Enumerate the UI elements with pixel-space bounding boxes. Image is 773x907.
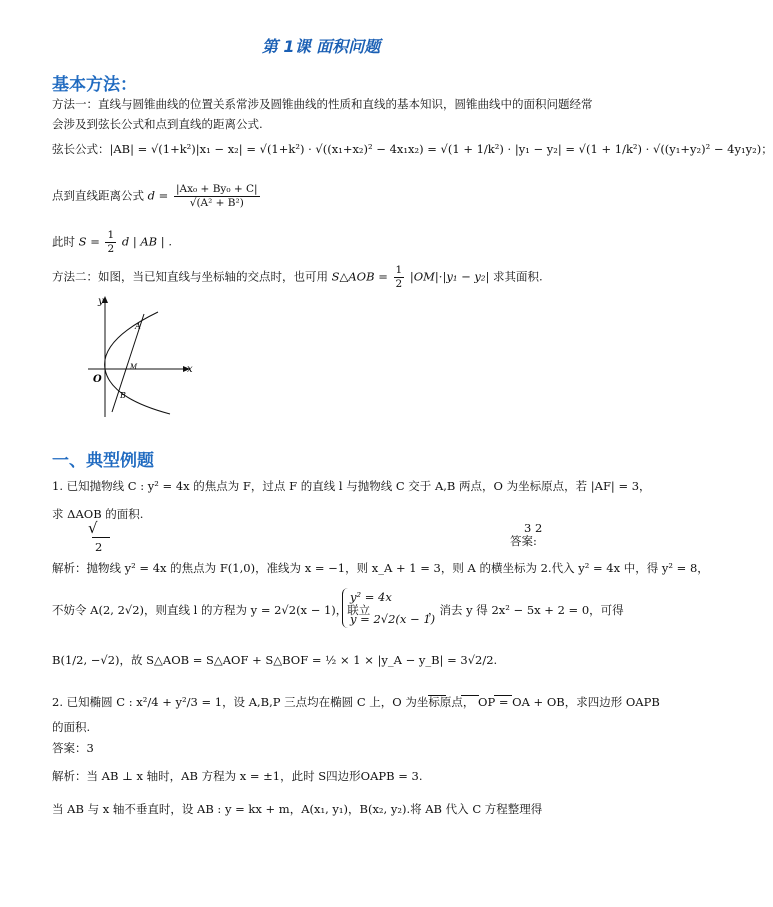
vector-bar-ob <box>494 695 512 696</box>
label-y: y <box>98 296 104 307</box>
method2-formula-lhs: S△AOB = <box>331 269 388 284</box>
section-heading-examples: 一、典型例题 <box>52 451 154 471</box>
vector-bar-op <box>428 695 446 696</box>
system-brace <box>342 588 349 628</box>
method1-line2: 会涉及到弦长公式和点到直线的距离公式. <box>52 117 263 131</box>
method2-half-fraction <box>394 264 405 291</box>
p2-solution-line1: 解析：当 AB ⊥ x 轴时，AB 方程为 x = ±1，此时 S四边形OAPB = 3. <box>52 769 423 783</box>
p1-answer-label: 答案: <box>510 534 537 548</box>
p1-answer-sqrt: √ <box>88 519 98 537</box>
p1-answer-fraction-bar <box>92 537 110 538</box>
vector-bar-oa <box>461 695 479 696</box>
p1-answer-top: 3 2 <box>524 521 543 535</box>
p1-solution-line2a: 不妨令 A(2, 2√2)，则直线 l 的方程为 y = 2√2(x − 1)，联立 <box>52 603 371 617</box>
area-formula-tail: d | AB | . <box>121 234 172 249</box>
distance-formula-row <box>52 183 262 210</box>
p1-system-eq1: y² = 4x <box>350 590 392 604</box>
half-denominator: 2 <box>107 243 115 255</box>
label-m: M <box>130 363 138 371</box>
method2-prefix: 方法二：如图，当已知直线与坐标轴的交点时，也可用 <box>52 269 328 284</box>
problem2-line2: 的面积. <box>52 720 91 734</box>
distance-numerator: |Ax₀ + By₀ + C| <box>175 183 258 195</box>
p1-answer-denominator: 2 <box>95 540 103 554</box>
area-prefix: 此时 <box>52 234 75 249</box>
problem1-line2: 求 ΔAOB 的面积. <box>52 507 144 521</box>
label-x: x <box>187 364 193 375</box>
p1-solution-line1: 解析：抛物线 y² = 4x 的焦点为 F(1,0)，准线为 x = −1，则 x_A + 1 = 3，则 A 的横坐标为 2.代入 y² = 4x 中，得 y² = 8， <box>52 561 709 575</box>
problem1-line1: 1. 已知抛物线 C : y² = 4x 的焦点为 F，过点 F 的直线 l 与抛物线 C 交于 A,B 两点，O 为坐标原点，若 |AF| = 3， <box>52 479 651 493</box>
section-heading-methods: 基本方法： <box>52 75 137 95</box>
half-denominator: 2 <box>395 278 403 290</box>
label-b: B <box>120 391 126 400</box>
method2-formula-tail: |OM|·|y₁ − y₂| <box>409 269 490 284</box>
area-formula-row <box>52 229 172 256</box>
area-lhs: S = <box>78 234 100 249</box>
distance-lhs: d = <box>147 188 169 203</box>
chord-formula-row <box>52 141 773 157</box>
p2-answer: 答案：3 <box>52 741 94 755</box>
page-title: 第 1课 面积问题 <box>261 37 381 56</box>
method2-suffix: 求其面积. <box>493 269 543 284</box>
area-half-fraction <box>105 229 116 256</box>
chord-label: 弦长公式： <box>52 142 110 156</box>
problem2-line1: 2. 已知椭圆 C : x²/4 + y²/3 = 1，设 A,B,P 三点均在椭圆 C 上，O 为坐标原点， OP = OA + OB，求四边形 OAPB <box>52 695 660 709</box>
half-numerator: 1 <box>107 229 115 241</box>
label-a: A <box>135 322 141 331</box>
p1-solution-line2b: ，消去 y 得 2x² − 5x + 2 = 0，可得 <box>428 603 624 617</box>
label-origin: O <box>93 374 102 385</box>
chord-formula: |AB| = √(1+k²)|x₁ − x₂| = √(1+k²) · √((x₁+x₂)² − 4x₁x₂) = √(1 + 1/k²) · |y₁ − y₂| = √(1 + 1/k²) · √((y₁+y₂)² − 4y₁y₂)； <box>109 142 773 156</box>
parabola-graph <box>80 292 200 422</box>
method1-line1: 方法一：直线与圆锥曲线的位置关系常涉及圆锥曲线的性质和直线的基本知识，圆锥曲线中的面积问题经常 <box>52 97 593 111</box>
distance-label: 点到直线距离公式 <box>52 188 144 203</box>
method2-row <box>52 264 543 291</box>
p1-solution-line3: B(1/2, −√2)，故 S△AOB = S△AOF + S△BOF = ½ × 1 × |y_A − y_B| = 3√2/2. <box>52 653 498 667</box>
p2-solution-line2: 当 AB 与 x 轴不垂直时，设 AB : y = kx + m，A(x₁, y₁)，B(x₂, y₂).将 AB 代入 C 方程整理得 <box>52 802 543 816</box>
distance-denominator: √(A² + B²) <box>189 197 244 209</box>
p1-system-eq2: y = 2√2(x − 1) <box>350 612 436 626</box>
distance-fraction <box>174 183 260 210</box>
half-numerator: 1 <box>395 264 403 276</box>
